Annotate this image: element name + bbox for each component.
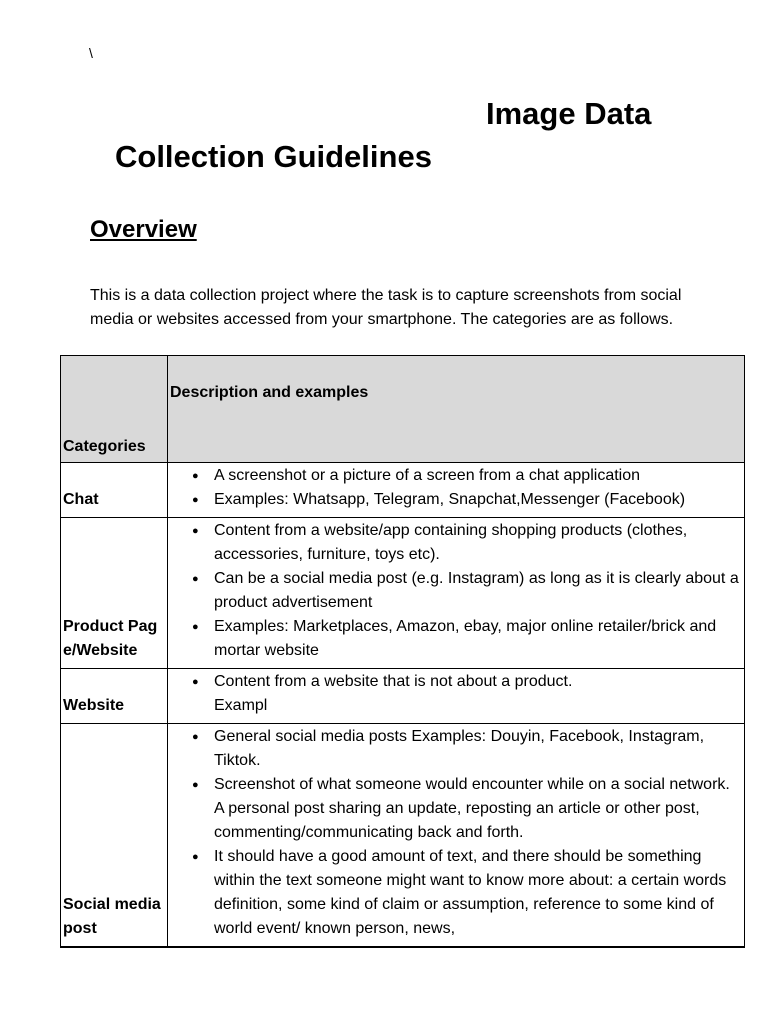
bullet-item: ● Screenshot of what someone would encounter while on a social network. A personal post sharing an update, reposting an article or other post, commenting/communicating back and forth.: [214, 773, 742, 845]
bullet-item: [214, 670, 742, 718]
continuation-text: Exampl: [214, 697, 268, 714]
table-row-website: [61, 669, 745, 724]
bullet-item: ● General social media posts Examples: Douyin, Facebook, Instagram, Tiktok.: [214, 725, 742, 773]
bullet-item: ● Examples: Marketplaces, Amazon, ebay, major online retailer/brick and mortar website: [214, 615, 742, 663]
description-social-media-post: [168, 724, 745, 948]
description-chat: [168, 463, 745, 518]
category-product-page: Product Page/Website: [61, 518, 168, 669]
bullet-item: ● It should have a good amount of text, and there should be something within the text someone might want to know more about: a certain words definition, some kind of claim or assumption, reference to some kind of world event/ known person, news,: [214, 845, 742, 941]
table-header-row: [61, 356, 745, 463]
bullet-item: ● A screenshot or a picture of a screen from a chat application: [214, 464, 742, 488]
overview-heading: Overview: [90, 216, 197, 243]
bullet-list: [168, 725, 742, 941]
category-social-media-post: Social media post: [61, 724, 168, 948]
document-title-line-2: Collection Guidelines: [115, 139, 432, 174]
description-product-page: [168, 518, 745, 669]
bullet-list: [168, 670, 742, 718]
bullet-list: [168, 464, 742, 512]
category-website: Website: [61, 669, 168, 724]
stray-backslash: \: [89, 45, 93, 61]
intro-paragraph: This is a data collection project where the task is to capture screenshots from social media or websites accessed from your smartphone. The categories are as follows.: [90, 287, 682, 328]
header-description: Description and examples: [168, 356, 745, 463]
table-row-chat: [61, 463, 745, 518]
description-website: [168, 669, 745, 724]
category-chat: Chat: [61, 463, 168, 518]
bullet-item: ● Examples: Whatsapp, Telegram, Snapchat,Messenger (Facebook): [214, 488, 742, 512]
bullet-text: ● Content from a website that is not about a product.: [214, 673, 573, 690]
header-categories: Categories: [61, 356, 168, 463]
table-row-product-page: [61, 518, 745, 669]
document-title-line-1: Image Data: [486, 96, 652, 131]
categories-table: [60, 355, 745, 948]
table-row-social-media-post: [61, 724, 745, 948]
bullet-list: [168, 519, 742, 663]
bullet-item: ● Content from a website/app containing shopping products (clothes, accessories, furniture, toys etc).: [214, 519, 742, 567]
bullet-item: ● Can be a social media post (e.g. Instagram) as long as it is clearly about a product advertisement: [214, 567, 742, 615]
